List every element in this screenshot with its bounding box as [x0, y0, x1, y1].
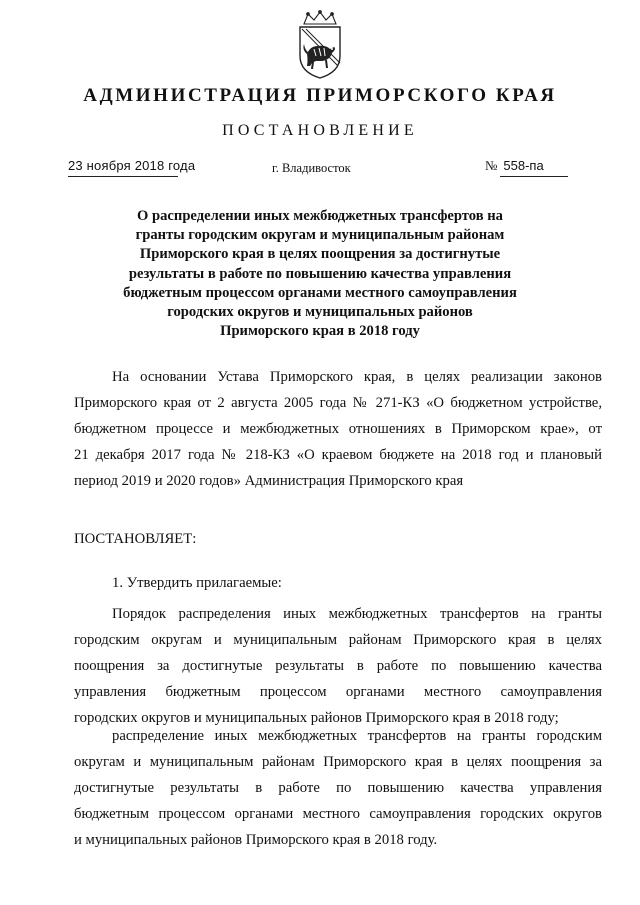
document-number — [485, 158, 544, 174]
heading-line: результаты в работе по повышению качества управления — [128, 265, 512, 282]
paragraph-line: 21 декабря 2017 года № 218-КЗ «О краевом бюджете на 2018 год и плановый — [74, 447, 602, 463]
approved-document-1 — [74, 601, 602, 731]
document-type: ПОСТАНОВЛЕНИЕ — [222, 122, 418, 139]
document-heading — [100, 207, 540, 341]
number-value: 558-па — [503, 158, 544, 173]
paragraph-line: период 2019 и 2020 годов» Администрация Приморского края — [74, 473, 464, 489]
approved-document-2 — [74, 723, 602, 853]
paragraph-line: и муниципальных районов Приморского края в 2018 году. — [74, 832, 438, 848]
paragraph-line: бюджетном процессе и межбюджетных отношениях в Приморском крае», от — [74, 421, 602, 437]
coat-of-arms-emblem — [292, 10, 348, 80]
primorsky-krai-coat-of-arms-icon — [292, 10, 348, 80]
paragraph-line: управления бюджетным процессом органами местного самоуправления — [74, 684, 602, 700]
number-sign: № — [485, 158, 498, 173]
paragraph-line: достигнутые результаты в работе по повышению качества управления — [74, 780, 602, 796]
heading-line: гранты городским округам и муниципальным районам — [135, 227, 505, 244]
heading-line: бюджетным процессом органами местного самоуправления — [123, 284, 517, 301]
paragraph-line: Приморского края от 2 августа 2005 года № 271-КЗ «О бюджетном устройстве, — [74, 395, 602, 411]
number-underline — [500, 176, 568, 177]
date-underline — [68, 176, 178, 177]
heading-line: Приморского края в целях поощрения за достигнутые — [139, 246, 501, 263]
preamble-paragraph — [74, 364, 602, 494]
item-1-heading: 1. Утвердить прилагаемые: — [112, 575, 282, 591]
document-city: г. Владивосток — [272, 161, 351, 175]
paragraph-line: городским округам и муниципальным районам Приморского края в целях — [74, 632, 602, 648]
paragraph-line: Порядок распределения иных межбюджетных трансфертов на гранты — [112, 606, 602, 622]
paragraph-line: бюджетным процессом органами местного самоуправления городских округов — [74, 806, 602, 822]
heading-line: Приморского края в 2018 году — [220, 323, 420, 340]
paragraph-line: поощрения за достигнутые результаты в работе по повышению качества — [74, 658, 602, 674]
paragraph-line: распределение иных межбюджетных трансфертов на гранты городским — [112, 728, 602, 744]
paragraph-line: городских округов и муниципальных районов Приморского края в 2018 году; — [74, 710, 559, 726]
decree-word: ПОСТАНОВЛЯЕТ: — [74, 531, 197, 547]
heading-line: О распределении иных межбюджетных трансфертов на — [137, 208, 503, 224]
paragraph-line: округам и муниципальным районам Приморского края в целях поощрения за — [74, 754, 602, 770]
paragraph-line: На основании Устава Приморского края, в целях реализации законов — [112, 369, 602, 385]
document-date: 23 ноября 2018 года — [68, 158, 196, 173]
organization-title: АДМИНИСТРАЦИЯ ПРИМОРСКОГО КРАЯ — [83, 85, 557, 106]
heading-line: городских округов и муниципальных районов — [167, 304, 473, 321]
